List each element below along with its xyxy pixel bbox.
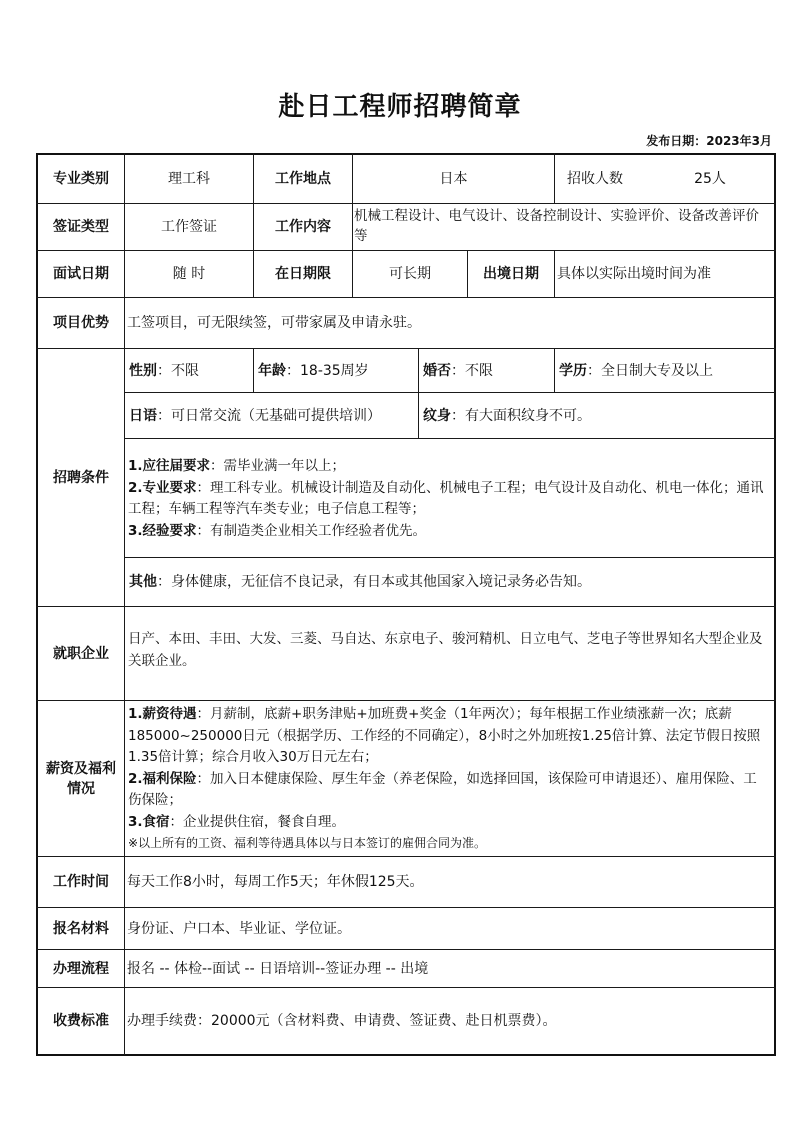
visa-label: 签证类型 [53,219,109,235]
location-label: 工作地点 [275,171,331,187]
req-2-value: ：理工科专业。机械设计制造及自动化、机械电子工程；电气设计及自动化、机电一体化；通讯工程；车辆工程等汽车类专业；电子信息工程等； [128,479,764,517]
stay-label: 在日期限 [275,266,331,282]
interview-label: 面试日期 [53,266,109,282]
japanese-label: 日语 [129,407,157,424]
advantage-label: 项目优势 [53,315,109,331]
gender-label: 性别 [129,362,157,379]
process-label: 办理流程 [53,960,109,977]
req-2-label: 2.专业要求 [128,479,197,496]
req-3 [128,521,767,543]
gender-value: ：不限 [157,362,199,379]
req-2 [128,478,767,521]
publish-date [646,132,772,149]
publish-date-label: 发布日期： [646,134,707,148]
salary-note: ※以上所有的工资、福利等待遇具体以与日本签订的雇佣合同为准。 [128,836,487,850]
location-value: 日本 [439,171,468,187]
major-label: 专业类别 [53,171,109,187]
req-3-value: ：有制造类企业相关工作经验者优先。 [196,522,427,539]
other-label: 其他 [129,574,157,590]
page-title: 赴日工程师招聘简章 [278,92,522,122]
headcount-label: 招收人数 [567,171,623,187]
advantage-value: 工签项目，可无限续签，可带家属及申请永驻。 [127,315,421,331]
fee-label: 收费标准 [53,1013,109,1029]
salary-item-2-value: ：加入日本健康保险、厚生年金（养老保险，如选择回国，该保险可申请退还）、雇用保险、工伤保险； [128,770,757,808]
visa-value: 工作签证 [161,219,217,235]
employers-value: 日产、本田、丰田、大发、三菱、马自达、东京电子、骏河精机、日立电气、芝电子等世界知名大型企业及关联企业。 [128,631,763,669]
salary-item-1-value: ：月薪制，底薪+职务津贴+加班费+奖金（1年两次）；每年根据工作业绩涨薪一次；底薪185000~250000日元（根据学历、工作经的不同确定），8小时之外加班按1.25倍计算、法定节假日按照1.35倍计算；综合月收入30万日元左右； [128,706,761,765]
req-3-label: 3.经验要求 [128,522,197,539]
tattoo-value: ：有大面积纹身不可。 [451,407,591,424]
salary-item-2 [128,769,767,812]
education-cell [555,349,773,392]
age-value: ：18-35周岁 [286,362,369,379]
gender-cell [125,349,253,392]
req-1-value: ：需毕业满一年以上； [210,458,346,474]
req-1 [128,456,767,478]
education-value: ：全日制大专及以上 [587,362,713,379]
interview-value: 随 时 [172,266,206,282]
salary-item-3 [128,812,767,834]
education-label: 学历 [559,362,587,379]
japanese-value: ：可日常交流（无基础可提供培训） [157,407,381,424]
fee-value: 办理手续费：20000元（含材料费、申请费、签证费、赴日机票费）。 [127,1013,557,1029]
salary-item-3-value: ：企业提供住宿，餐食自理。 [169,813,346,830]
marriage-value: ：不限 [451,362,493,379]
employers-label: 就职企业 [53,645,109,662]
requirements-block [125,452,773,557]
tattoo-cell [419,393,773,438]
age-label: 年龄 [258,362,286,379]
salary-label: 薪资及福利情况 [46,760,116,797]
salary-item-3-label: 3.食宿 [128,813,170,830]
salary-item-1 [128,704,767,769]
salary-item-2-label: 2.福利保险 [128,770,197,787]
materials-value: 身份证、户口本、毕业证、学位证。 [127,920,351,937]
salary-item-1-label: 1.薪资待遇 [128,706,197,722]
content-label: 工作内容 [275,219,331,235]
marriage-cell [419,349,554,392]
publish-date-value: 2023年3月 [706,134,772,148]
hours-label: 工作时间 [53,874,109,890]
depart-value: 具体以实际出境时间为准 [557,266,711,282]
other-cell [125,558,773,606]
stay-value: 可长期 [389,266,431,282]
marriage-label: 婚否 [423,362,451,379]
req-1-label: 1.应往届要求 [128,458,211,474]
recruit-label: 招聘条件 [53,469,109,486]
content-value: 机械工程设计、电气设计、设备控制设计、实验评价、设备改善评价等 [354,208,759,244]
salary-block [125,701,773,856]
japanese-cell [125,393,418,438]
tattoo-label: 纹身 [423,407,451,424]
materials-label: 报名材料 [53,920,109,937]
headcount-value: 25人 [694,171,726,187]
other-value: ：身体健康，无征信不良记录，有日本或其他国家入境记录务必告知。 [157,574,591,590]
process-value: 报名 -- 体检--面试 -- 日语培训--签证办理 -- 出境 [127,960,429,977]
age-cell [254,349,418,392]
depart-label: 出境日期 [483,266,539,282]
major-value: 理工科 [168,171,210,187]
hours-value: 每天工作8小时，每周工作5天；年休假125天。 [127,874,424,890]
